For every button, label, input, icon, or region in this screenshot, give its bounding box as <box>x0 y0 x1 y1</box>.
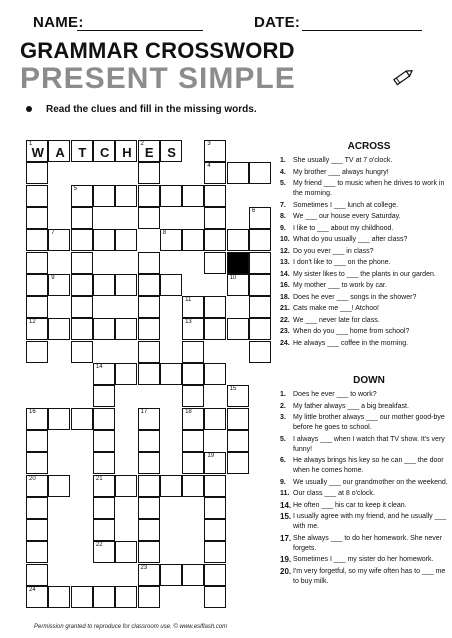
crossword-cell[interactable] <box>204 475 226 497</box>
crossword-cell[interactable] <box>227 318 249 340</box>
clue-number: 18. <box>280 293 290 301</box>
clue-text: My friend ___ to music when he drives to work in the morning. <box>293 180 445 197</box>
crossword-cell[interactable] <box>115 229 137 251</box>
clue-number: 12. <box>280 247 290 255</box>
crossword-cell[interactable] <box>227 408 249 430</box>
crossword-cell[interactable] <box>26 296 48 318</box>
crossword-cell[interactable] <box>93 363 115 385</box>
clue-number: 7 <box>51 230 55 237</box>
crossword-cell[interactable] <box>48 586 70 608</box>
crossword-cell[interactable] <box>138 497 160 519</box>
crossword-cell[interactable] <box>138 318 160 340</box>
down-clues <box>280 376 448 588</box>
across-clue <box>280 281 448 291</box>
crossword-cell[interactable] <box>204 541 226 563</box>
crossword-cell[interactable] <box>204 363 226 385</box>
clue-number: 4 <box>207 163 211 170</box>
crossword-cell[interactable] <box>138 519 160 541</box>
crossword-black-square <box>227 252 249 274</box>
across-clue <box>280 168 448 178</box>
crossword-cell[interactable] <box>182 408 204 430</box>
crossword-cell[interactable] <box>204 564 226 586</box>
crossword-cell[interactable] <box>93 408 115 430</box>
crossword-cell[interactable] <box>26 408 48 430</box>
clue-number: 14. <box>280 500 292 510</box>
crossword-cell[interactable] <box>93 519 115 541</box>
crossword-cell[interactable] <box>93 274 115 296</box>
clue-number: 8. <box>280 213 286 220</box>
crossword-cell[interactable] <box>115 318 137 340</box>
clue-number: 22. <box>280 316 290 324</box>
crossword-cell[interactable] <box>182 296 204 318</box>
crossword-cell[interactable] <box>71 318 93 340</box>
crossword-cell[interactable] <box>227 452 249 474</box>
crossword-cell[interactable] <box>26 452 48 474</box>
crossword-cell[interactable] <box>160 229 182 251</box>
crossword-cell[interactable] <box>138 430 160 452</box>
clue-text: I like to ___ about my childhood. <box>293 224 394 232</box>
crossword-cell[interactable] <box>26 541 48 563</box>
crossword-cell[interactable] <box>71 408 93 430</box>
crossword-cell[interactable] <box>138 452 160 474</box>
crossword-cell[interactable] <box>160 140 182 162</box>
across-clue <box>280 235 448 245</box>
crossword-cell[interactable] <box>227 385 249 407</box>
cell-letter: C <box>99 145 110 160</box>
clue-text: He always ___ coffee in the morning. <box>293 339 409 347</box>
crossword-cell[interactable] <box>249 252 271 274</box>
crossword-cell[interactable] <box>227 162 249 184</box>
crossword-cell[interactable] <box>204 318 226 340</box>
across-clue <box>280 156 448 166</box>
crossword-cell[interactable] <box>204 140 226 162</box>
crossword-cell[interactable] <box>182 363 204 385</box>
down-clue <box>280 456 448 476</box>
across-clue <box>280 316 448 326</box>
crossword-cell[interactable] <box>26 318 48 340</box>
clue-number: 14. <box>280 270 290 278</box>
cell-letter: A <box>55 145 66 160</box>
crossword-cell[interactable] <box>138 296 160 318</box>
crossword-cell[interactable] <box>182 385 204 407</box>
cell-letter: S <box>167 145 177 160</box>
crossword-cell[interactable] <box>204 229 226 251</box>
crossword-cell[interactable] <box>93 385 115 407</box>
crossword-cell[interactable] <box>26 162 48 184</box>
crossword-cell[interactable] <box>26 229 48 251</box>
cell-letter: T <box>78 145 87 160</box>
crossword-cell[interactable] <box>71 252 93 274</box>
clue-text: My little brother always ___ our mother good-bye before he goes to school. <box>293 414 445 431</box>
crossword-cell[interactable] <box>182 452 204 474</box>
crossword-cell[interactable] <box>138 274 160 296</box>
crossword-cell[interactable] <box>93 318 115 340</box>
crossword-cell[interactable] <box>182 318 204 340</box>
down-clue <box>280 567 448 587</box>
crossword-cell[interactable] <box>249 341 271 363</box>
clue-number: 17. <box>280 533 292 543</box>
clue-number: 13. <box>280 259 290 266</box>
crossword-cell[interactable] <box>115 541 137 563</box>
crossword-cell[interactable] <box>48 475 70 497</box>
clue-number: 14 <box>95 364 103 370</box>
crossword-cell[interactable] <box>93 430 115 452</box>
clue-number: 15. <box>280 512 292 521</box>
clue-number: 11 <box>185 297 192 304</box>
across-clue <box>280 201 448 211</box>
crossword-cell[interactable] <box>138 341 160 363</box>
across-clue <box>280 224 448 234</box>
clue-text: Our class ___ at 8 o'clock. <box>293 490 375 497</box>
name-label: NAME: <box>33 14 84 31</box>
crossword-cell[interactable] <box>138 408 160 430</box>
down-clue <box>280 489 448 499</box>
crossword-cell[interactable] <box>93 185 115 207</box>
clue-text: Sometimes I ___ lunch at college. <box>293 201 399 209</box>
crossword-cell[interactable] <box>182 229 204 251</box>
crossword-cell[interactable] <box>138 140 160 162</box>
crossword-cell[interactable] <box>204 296 226 318</box>
down-clue <box>280 534 448 554</box>
crossword-cell[interactable] <box>71 185 93 207</box>
crossword-cell[interactable] <box>71 229 93 251</box>
clue-number: 22 <box>95 542 103 549</box>
crossword-cell[interactable] <box>93 452 115 474</box>
down-clue <box>280 402 448 412</box>
clue-text: My father always ___ a big breakfast. <box>293 402 409 410</box>
crossword-cell[interactable] <box>204 185 226 207</box>
crossword-cell[interactable] <box>71 274 93 296</box>
clue-text: Do you ever ___ in class? <box>293 247 374 255</box>
clue-text: When do you ___ home from school? <box>293 328 410 335</box>
clue-number: 3 <box>207 141 211 147</box>
crossword-cell[interactable] <box>204 408 226 430</box>
footer-permission: Permission granted to reproduce for classroom use. © www.eslflash.com <box>34 624 228 630</box>
clue-number: 21. <box>280 305 290 312</box>
clue-number: 5 <box>73 185 77 192</box>
crossword-cell[interactable] <box>160 185 182 207</box>
crossword-cell[interactable] <box>160 274 182 296</box>
clue-number: 1. <box>280 391 286 398</box>
across-clue <box>280 247 448 257</box>
date-label: DATE: <box>254 14 301 31</box>
clue-number: 18 <box>185 408 192 415</box>
crossword-cell[interactable] <box>93 497 115 519</box>
crossword-cell[interactable] <box>138 586 160 608</box>
crossword-cell[interactable] <box>204 452 226 474</box>
crossword-cell[interactable] <box>71 586 93 608</box>
crossword-cell[interactable] <box>138 162 160 184</box>
down-clue <box>280 555 448 565</box>
crossword-cell[interactable] <box>26 274 48 296</box>
clue-text: What do you usually ___ after class? <box>293 236 408 243</box>
crossword-cell[interactable] <box>138 475 160 497</box>
clue-number: 4. <box>280 168 286 176</box>
crossword-cell[interactable] <box>160 475 182 497</box>
clue-number: 10. <box>280 236 290 243</box>
clue-text: She always ___ to do her homework. She never forgets. <box>293 534 443 552</box>
across-heading: ACROSS <box>347 141 391 152</box>
crossword-cell[interactable] <box>93 475 115 497</box>
across-clues <box>280 142 448 350</box>
clue-number: 19. <box>280 555 292 564</box>
crossword-cell[interactable] <box>249 229 271 251</box>
crossword-cell[interactable] <box>227 229 249 251</box>
clue-number: 13 <box>185 319 192 326</box>
across-clue <box>280 327 448 337</box>
crossword-cell[interactable] <box>26 207 48 229</box>
clue-text: My sister likes to ___ the plants in our garden. <box>293 270 436 278</box>
crossword-cell[interactable] <box>115 586 137 608</box>
clue-text: Does he ever ___ songs in the shower? <box>293 293 417 301</box>
crossword-cell[interactable] <box>71 296 93 318</box>
crossword-cell[interactable] <box>204 497 226 519</box>
crossword-cell[interactable] <box>227 430 249 452</box>
crossword-cell[interactable] <box>182 341 204 363</box>
clue-number: 24 <box>29 587 36 593</box>
cell-letter: E <box>144 145 155 160</box>
clue-number: 3. <box>280 414 286 421</box>
cell-letter: H <box>122 145 133 160</box>
crossword-cell[interactable] <box>204 162 226 184</box>
clue-number: 16 <box>29 408 36 415</box>
across-clue <box>280 179 448 199</box>
crossword-cell[interactable] <box>138 363 160 385</box>
crossword-cell[interactable] <box>115 185 137 207</box>
crossword-cell[interactable] <box>182 564 204 586</box>
crossword-cell[interactable] <box>26 140 48 162</box>
crossword-cell[interactable] <box>138 564 160 586</box>
crossword-cell[interactable] <box>138 541 160 563</box>
crossword-cell[interactable] <box>48 318 70 340</box>
down-clue <box>280 478 448 488</box>
clue-number: 8 <box>162 230 167 237</box>
crossword-cell[interactable] <box>26 497 48 519</box>
clue-number: 19 <box>207 453 215 460</box>
down-clue <box>280 435 448 455</box>
crossword-cell[interactable] <box>26 341 48 363</box>
down-clue <box>280 390 448 400</box>
clue-number: 16. <box>280 282 290 289</box>
crossword-cell[interactable] <box>182 185 204 207</box>
clue-text: I'm very forgetful, so my wife often has to ___ me to buy milk. <box>293 567 446 585</box>
crossword-cell[interactable] <box>160 564 182 586</box>
clue-number: 6. <box>280 457 286 464</box>
clue-text: My brother ___ always hungry! <box>293 168 389 176</box>
crossword-cell[interactable] <box>71 207 93 229</box>
crossword-cell[interactable] <box>93 541 115 563</box>
clue-number: 6 <box>252 207 256 214</box>
crossword-cell[interactable] <box>26 564 48 586</box>
down-heading: DOWN <box>353 375 385 386</box>
clue-number: 2. <box>280 402 286 410</box>
across-clue <box>280 270 448 280</box>
clue-number: 12 <box>29 319 36 326</box>
clue-number: 9. <box>280 224 286 232</box>
clue-number: 1 <box>29 141 33 147</box>
clue-number: 10 <box>229 274 237 281</box>
clue-text: Does he ever ___ to work? <box>293 391 377 398</box>
crossword-cell[interactable] <box>48 274 70 296</box>
crossword-cell[interactable] <box>160 363 182 385</box>
across-clue <box>280 339 448 349</box>
crossword-cell[interactable] <box>48 229 70 251</box>
clue-text: I don't like to ___ on the phone. <box>293 259 391 266</box>
crossword-cell[interactable] <box>204 252 226 274</box>
down-clue <box>280 413 448 433</box>
crossword-cell[interactable] <box>182 430 204 452</box>
crossword-cell[interactable] <box>48 408 70 430</box>
crossword-cell[interactable] <box>249 318 271 340</box>
clue-number: 9. <box>280 478 286 486</box>
clue-number: 2 <box>140 141 144 147</box>
across-clue <box>280 304 448 314</box>
crossword-cell[interactable] <box>93 229 115 251</box>
clue-text: Sometimes I ___ my sister do her homework. <box>293 556 434 563</box>
clue-text: He always brings his key so he can ___ the door when he comes home. <box>293 457 444 474</box>
crossword-cell[interactable] <box>115 140 137 162</box>
clue-text: She usually ___ TV at 7 o'clock. <box>293 157 393 164</box>
crossword-cell[interactable] <box>138 185 160 207</box>
crossword-cell[interactable] <box>26 519 48 541</box>
crossword-cell[interactable] <box>115 274 137 296</box>
clue-number: 23 <box>140 564 148 571</box>
page-title: GRAMMAR CROSSWORD <box>20 38 295 63</box>
clue-text: I always ___ when I watch that TV show. It's very funny! <box>293 435 445 453</box>
clue-number: 11. <box>280 490 290 497</box>
crossword-cell[interactable] <box>249 296 271 318</box>
clue-text: My mother ___ to work by car. <box>293 282 387 289</box>
crossword-cell[interactable] <box>204 207 226 229</box>
crossword-cell[interactable] <box>227 274 249 296</box>
clue-number: 7. <box>280 201 286 209</box>
crossword-cell[interactable] <box>48 140 70 162</box>
across-clue <box>280 258 448 268</box>
clue-number: 9 <box>51 274 55 281</box>
cell-letter: W <box>31 145 45 160</box>
down-clue <box>280 501 448 511</box>
clue-number: 24. <box>280 339 290 347</box>
page-subtitle: PRESENT SIMPLE <box>20 62 296 95</box>
clue-number: 5. <box>280 435 286 443</box>
crossword-cell[interactable] <box>26 252 48 274</box>
crossword-cell[interactable] <box>26 475 48 497</box>
clue-number: 17 <box>140 408 148 415</box>
clue-text: He often ___ his car to keep it clean. <box>293 501 407 509</box>
down-clue <box>280 512 448 532</box>
crossword-cell[interactable] <box>93 140 115 162</box>
crossword-cell[interactable] <box>182 475 204 497</box>
crossword-cell[interactable] <box>71 140 93 162</box>
clue-number: 23. <box>280 328 290 335</box>
clue-number: 20. <box>280 566 292 576</box>
crossword-cell[interactable] <box>26 430 48 452</box>
crossword-cell[interactable] <box>249 274 271 296</box>
across-clue <box>280 293 448 303</box>
clue-number: 5. <box>280 180 286 187</box>
crossword-cell[interactable] <box>26 185 48 207</box>
crossword-cell[interactable] <box>204 586 226 608</box>
crossword-cell[interactable] <box>138 207 160 229</box>
clue-text: We usually ___ our grandmother on the weekend. <box>293 478 448 486</box>
crossword-cell[interactable] <box>138 252 160 274</box>
crossword-cell[interactable] <box>249 162 271 184</box>
clue-number: 1. <box>280 157 286 164</box>
instruction-text: Read the clues and fill in the missing words. <box>46 104 257 115</box>
crossword-cell[interactable] <box>26 586 48 608</box>
crossword-cell[interactable] <box>93 586 115 608</box>
across-clue <box>280 212 448 222</box>
clue-number: 15 <box>229 386 237 393</box>
crossword-cell[interactable] <box>204 519 226 541</box>
crossword-cell[interactable] <box>115 475 137 497</box>
clue-text: We ___ never late for class. <box>293 316 380 324</box>
crossword-cell[interactable] <box>249 207 271 229</box>
clue-text: We ___ our house every Saturday. <box>293 213 401 220</box>
clue-number: 21 <box>95 475 103 482</box>
crossword-cell[interactable] <box>115 363 137 385</box>
clue-text: Cats make me ___! Atchoo! <box>293 305 379 312</box>
clue-number: 20 <box>29 475 36 482</box>
crossword-cell[interactable] <box>71 341 93 363</box>
clue-text: I usually agree with my friend, and he usually ___ with me. <box>293 513 447 530</box>
